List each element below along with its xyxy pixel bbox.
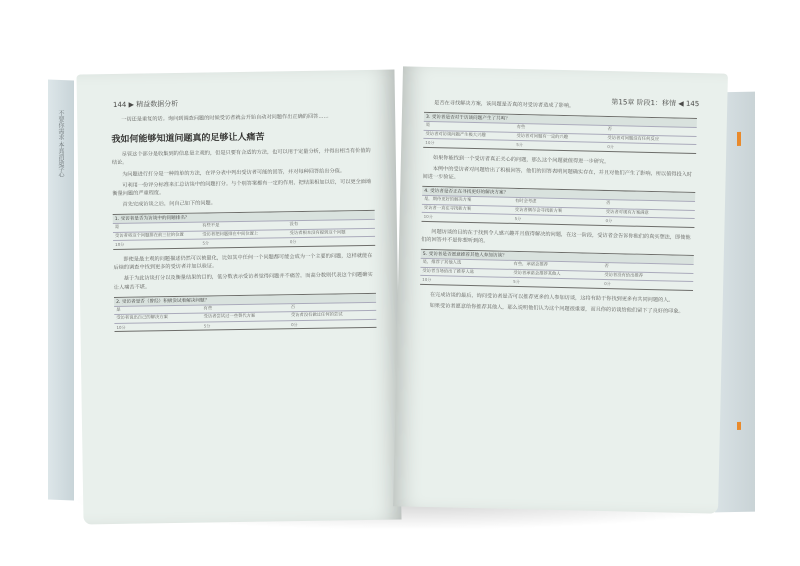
chapter-tab-strip bbox=[737, 122, 751, 502]
paragraph: 即使是最主观的问题描述仍然可以被量化，比如其中任何一个问题都可能会成为一个主要的问题，这样就能在后续的调查中找到更多的受访者并加以验证。 bbox=[113, 252, 373, 272]
table-header-cell: 有时会考虑 bbox=[514, 199, 537, 205]
scoring-table bbox=[422, 186, 696, 228]
paragraph: 如果你能找到一个受访者真正关心的问题，那么这个问题就值得进一步研究。 bbox=[432, 154, 610, 165]
score-cell: 10分 bbox=[115, 242, 125, 248]
paragraph: 问题访谈的目的在于找到令人感兴趣并且值得解决的问题，在这一阶段，受访者会告诉你他们的真实想法，即使他们的回答并不是你想听到的。 bbox=[421, 228, 691, 245]
table-header-cell: 没有 bbox=[289, 222, 299, 228]
score-cell: 5分 bbox=[516, 142, 523, 148]
table-cell: 受访者说出自己的解决方案 bbox=[116, 315, 168, 322]
table-header-cell: 是，期待更好的解决方案 bbox=[423, 197, 472, 204]
table-title: 4. 受访者是否正在寻找更好的解决方案？ bbox=[422, 187, 695, 201]
section-heading: 我如何能够知道问题真的足够让人痛苦 bbox=[111, 132, 265, 146]
paragraph: 一切还是重复的话。询问到调查问题的时候受访者就会开始自动对问题作出正确的回答…… bbox=[121, 113, 329, 123]
table-header-cell: 是 bbox=[116, 307, 121, 313]
running-head: 第15章 阶段1：移情 bbox=[611, 98, 677, 108]
page-number: 145 bbox=[685, 99, 700, 109]
table-title: 3. 受访者是否对于访谈问题产生了共鸣？ bbox=[424, 113, 697, 127]
scoring-table bbox=[423, 112, 697, 154]
table-title: 2. 受访者是否（曾经）积极尝试着解决问题？ bbox=[114, 294, 376, 306]
scoring-table bbox=[113, 210, 376, 250]
score-cell: 0分 bbox=[605, 218, 613, 224]
score-cell: 5分 bbox=[513, 279, 520, 285]
table-header-cell: 有些，承诺会推荐 bbox=[513, 262, 548, 268]
score-cell: 0分 bbox=[607, 144, 614, 150]
table-cell: 受访者对问题没有任何反应 bbox=[607, 135, 660, 142]
paragraph: 本例中的受访者对问题给出了积极回答，他们的回答表明问题确实存在，并且对他们产生了影响，所以值得投入时间进一步验证。 bbox=[422, 165, 693, 181]
chapter-tab-marker bbox=[737, 422, 741, 430]
score-cell: 10分 bbox=[423, 214, 433, 220]
table-header-cell: 否 bbox=[607, 127, 613, 133]
table-cell: 受访者对现有方案满意 bbox=[605, 209, 649, 216]
score-cell: 0分 bbox=[604, 281, 611, 287]
table-cell: 受访者对访谈问题产生极大兴趣 bbox=[425, 131, 486, 138]
table-header-cell: 有些 bbox=[203, 306, 213, 312]
paragraph: 可利用一份评分标准来汇总访谈中的问题打分。与个别答案都有一定的作用，把结果相加以后，可以更全面地衡量问题的严重程度。 bbox=[112, 178, 372, 197]
table-cell: 受访者一直在寻找新方案 bbox=[423, 205, 472, 212]
score-cell: 10分 bbox=[422, 277, 432, 283]
table-cell: 受访者当场给出了推荐人选 bbox=[422, 268, 474, 275]
score-cell: 10分 bbox=[116, 324, 126, 330]
table-header-cell: 是 bbox=[425, 123, 431, 129]
score-cell: 0分 bbox=[291, 321, 298, 327]
paragraph: 如果受访者愿意给你推荐其他人，那么说明他们认为这个问题很重要，而且你的访谈给他们留下了良好的印象。 bbox=[429, 302, 684, 315]
paragraph: 在完成访谈的最后，询问受访者是否可以推荐更多的人参加访谈，这将有助于你找到更多有共同问题的人。 bbox=[429, 291, 674, 304]
table-cell: 受访者偶尔会寻找新方案 bbox=[514, 207, 563, 214]
score-cell: 10分 bbox=[425, 140, 435, 146]
right-page-body bbox=[419, 99, 697, 319]
score-cell: 5分 bbox=[202, 240, 210, 246]
left-page-header bbox=[113, 99, 178, 110]
table-cell: 受访者承诺会推荐其他人 bbox=[513, 270, 561, 277]
table-header-cell: 有些 bbox=[516, 125, 526, 131]
table-cell: 受访者没有给出推荐 bbox=[604, 272, 644, 279]
paragraph: 首先完成访谈之后，问自己如下的问题。 bbox=[122, 200, 216, 209]
page-number: 144 bbox=[112, 100, 127, 109]
chapter-tab-marker bbox=[737, 132, 741, 146]
scoring-table bbox=[420, 249, 694, 291]
table-cell: 受访者没有做过任何的尝试 bbox=[290, 312, 343, 319]
running-head: 精益数据分析 bbox=[136, 99, 179, 109]
table-cell: 受访者尝试过一些替代方案 bbox=[203, 313, 256, 320]
left-page bbox=[76, 70, 401, 525]
table-header-cell: 否 bbox=[605, 201, 611, 207]
left-spine-text: 不要你需求 本真消逝学心 bbox=[57, 110, 64, 178]
table-cell: 受访者将这个问题排在前三位的位置 bbox=[114, 232, 184, 239]
arrow-icon: ▶ bbox=[128, 100, 137, 109]
score-cell: 5分 bbox=[203, 323, 211, 329]
paragraph: 基于为此访谈打分以及衡量结果的目的，低分数表示受访者觉得问题并不痛苦，而高分数则代表这个问题确实让人痛苦不堪。 bbox=[113, 272, 373, 291]
paragraph: 为问题进行打分是一种简单的方法，在评分表中列出受访者可能的回答，并对每种回答给出分值。 bbox=[122, 167, 346, 178]
table-header-cell: 是，推荐了其他人选 bbox=[422, 260, 462, 266]
table-title: 1. 受访者是否为访谈中的问题排名？ bbox=[113, 211, 375, 223]
table-header-cell: 是 bbox=[114, 225, 120, 231]
paragraph: 尽管这个部分是收集到的信息是主观的，但是只要有合适的方法，也可以用于定量分析，并得出相当有价值的结论。 bbox=[111, 148, 371, 167]
right-page bbox=[393, 66, 728, 513]
score-cell: 0分 bbox=[289, 239, 297, 245]
paragraph: 是否在寻找解决方案，该问题是否真的对受访者造成了影响。 bbox=[434, 100, 575, 110]
score-cell: 5分 bbox=[514, 216, 522, 222]
table-header-cell: 否 bbox=[604, 264, 609, 270]
table-title: 5. 受访者是否愿意推荐其他人参加访谈？ bbox=[421, 250, 694, 264]
table-cell: 受访者把问题排在中间位置上 bbox=[202, 231, 259, 238]
table-cell: 受访者对问题有一定的兴趣 bbox=[516, 133, 569, 140]
table-cell: 受访者根本没有提到这个问题 bbox=[289, 230, 346, 237]
left-page-body bbox=[111, 112, 376, 338]
scoring-table bbox=[114, 293, 377, 333]
table-header-cell: 否 bbox=[290, 304, 296, 310]
arrow-icon: ◀ bbox=[678, 99, 686, 108]
table-header-cell: 有些不是 bbox=[202, 223, 220, 229]
